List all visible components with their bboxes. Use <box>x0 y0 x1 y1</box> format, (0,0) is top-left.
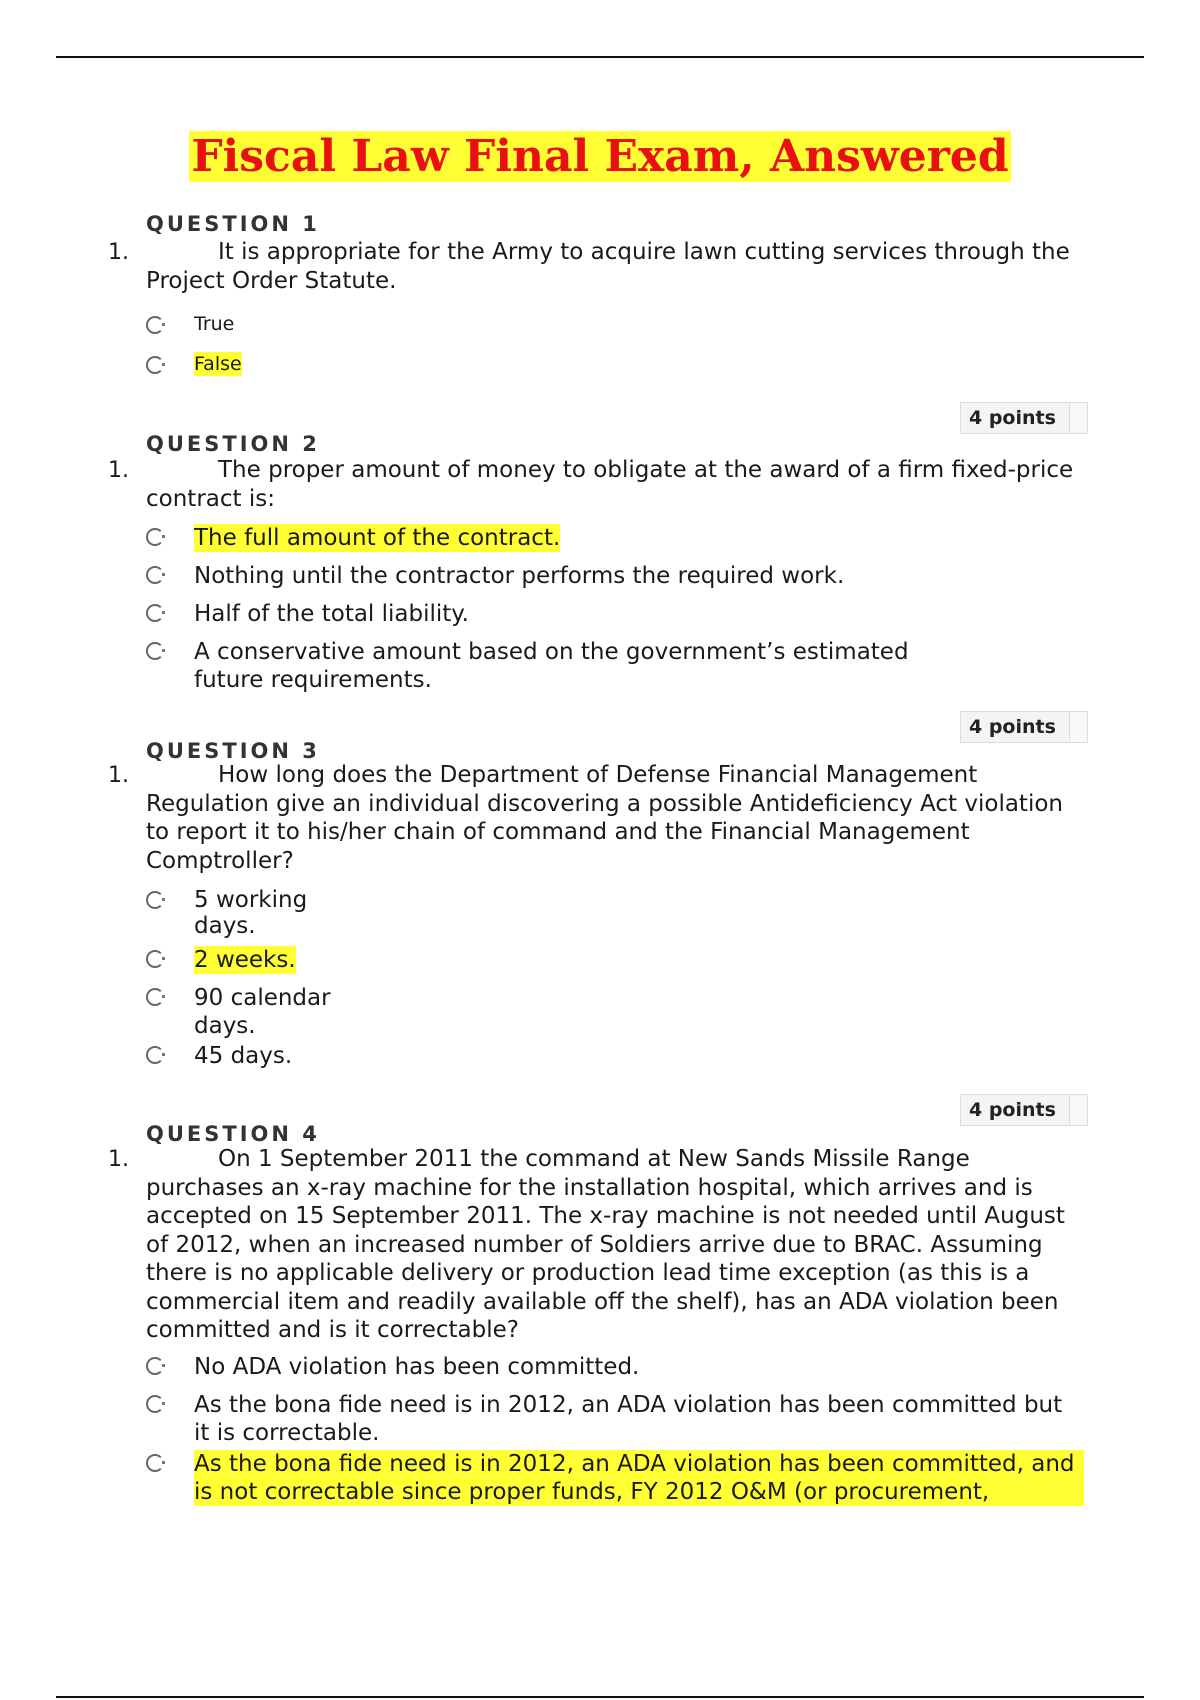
answer-option[interactable]: No ADA violation has been committed. <box>146 1353 1096 1381</box>
radio-icon[interactable] <box>146 1357 164 1375</box>
radio-icon[interactable] <box>146 1395 164 1413</box>
radio-icon[interactable] <box>146 316 164 334</box>
correct-answer-highlight: As the bona fide need is in 2012, an ADA violation has been committed, and is not correctable since proper funds, FY 2012 O&M (or procurement, <box>194 1450 1084 1506</box>
question-text: On 1 September 2011 the command at New Sands Missile Range purchases an x-ray machine for the installation hospital, which arrives and is accepted on 15 September 2011. The x-ray machine is not needed until August of 2012, when an increased number of Soldiers arrive due to BRAC. Assuming there is no applicable delivery or production lead time exception (as this is a commercial item and readily available off the shelf), has an ADA violation been committed and is it correctable? <box>146 1146 1065 1343</box>
points-badge: 4 points <box>960 402 1088 434</box>
answer-option[interactable] <box>146 524 1096 552</box>
correct-answer-highlight: The full amount of the contract. <box>194 525 561 551</box>
radio-icon[interactable] <box>146 528 164 546</box>
question-text: The proper amount of money to obligate at the award of a firm fixed-price contract is: <box>146 457 1074 512</box>
top-rule <box>56 56 1144 58</box>
answer-option[interactable]: Half of the total liability. <box>146 600 1096 628</box>
question-label: QUESTION 2 <box>146 432 320 456</box>
answer-option[interactable] <box>146 1450 1096 1506</box>
question-text: How long does the Department of Defense Financial Management Regulation give an individual discovering a possible Antideficiency Act violation to report it to his/her chain of command and the Financial Management Comptroller? <box>146 762 1063 874</box>
question-label: QUESTION 1 <box>146 212 320 236</box>
radio-icon[interactable] <box>146 356 164 374</box>
radio-icon[interactable] <box>146 1046 164 1064</box>
radio-icon[interactable] <box>146 950 164 968</box>
answer-option[interactable] <box>146 352 1096 376</box>
question-number: 1. <box>108 763 129 788</box>
correct-answer-highlight: False <box>194 353 242 375</box>
radio-icon[interactable] <box>146 566 164 584</box>
page-title-text: Fiscal Law Final Exam, Answered <box>191 131 1009 182</box>
page-title <box>0 130 1200 184</box>
answer-option[interactable]: True <box>146 312 1096 336</box>
radio-icon[interactable] <box>146 988 164 1006</box>
question-number: 1. <box>108 458 129 483</box>
answer-option[interactable]: 5 working days. <box>146 887 396 939</box>
bottom-rule <box>56 1696 1144 1698</box>
radio-icon[interactable] <box>146 1454 164 1472</box>
answer-option[interactable]: 45 days. <box>146 1042 1096 1070</box>
answer-option[interactable]: 90 calendar days. <box>146 984 396 1040</box>
points-badge: 4 points <box>960 711 1088 743</box>
question-label: QUESTION 3 <box>146 739 320 763</box>
radio-icon[interactable] <box>146 642 164 660</box>
question-text: It is appropriate for the Army to acquire lawn cutting services through the Project Order Statute. <box>146 239 1070 294</box>
question-number: 1. <box>108 240 129 265</box>
points-badge: 4 points <box>960 1094 1088 1126</box>
radio-icon[interactable] <box>146 604 164 622</box>
correct-answer-highlight: 2 weeks. <box>194 947 296 973</box>
question-label: QUESTION 4 <box>146 1122 320 1146</box>
answer-option[interactable]: As the bona fide need is in 2012, an ADA violation has been committed but it is correctable. <box>146 1391 1096 1447</box>
answer-option[interactable]: Nothing until the contractor performs the required work. <box>146 562 1096 590</box>
question-number: 1. <box>108 1147 129 1172</box>
answer-option[interactable] <box>146 946 1096 974</box>
radio-icon[interactable] <box>146 891 164 909</box>
answer-option[interactable]: A conservative amount based on the government’s estimated future requirements. <box>146 638 946 694</box>
